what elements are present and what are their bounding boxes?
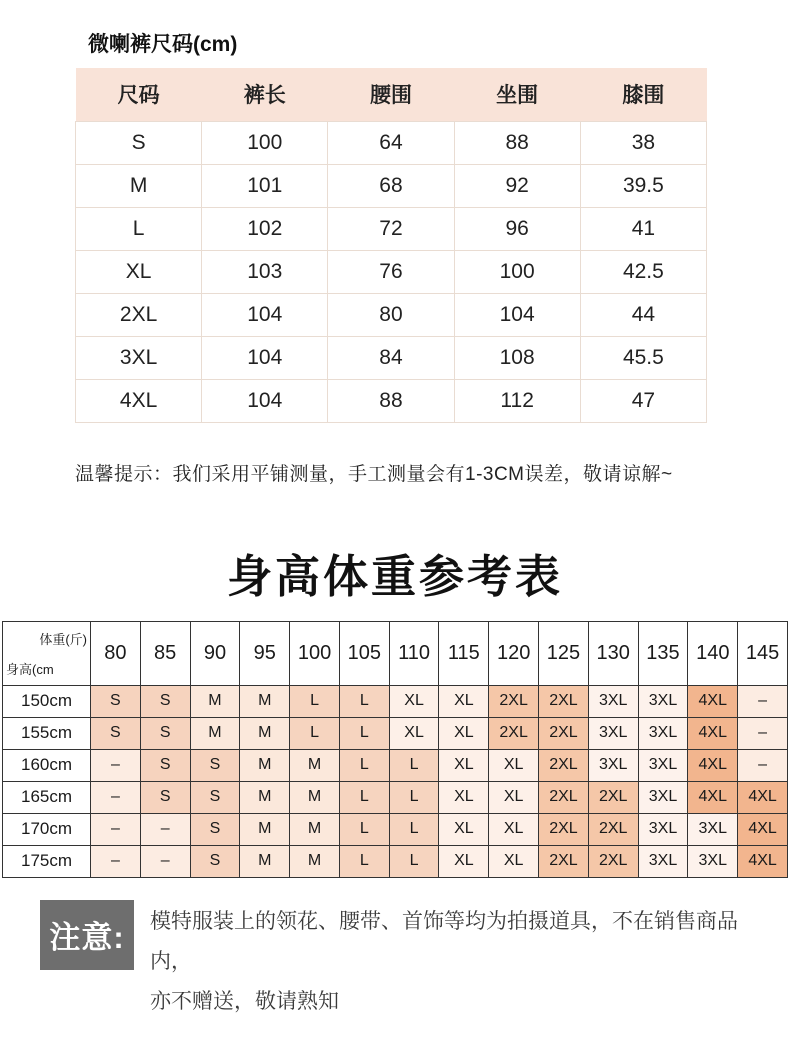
size-cell: M xyxy=(190,685,240,717)
size-cell: – xyxy=(91,813,141,845)
product-size-chart-page xyxy=(0,28,790,1048)
ref-table-row xyxy=(3,813,788,845)
size-table-header-row xyxy=(76,68,707,121)
size-cell: L xyxy=(339,845,389,877)
size-cell: L xyxy=(339,685,389,717)
size-cell: L xyxy=(389,845,439,877)
height-label-cell: 155cm xyxy=(3,717,91,749)
size-cell: – xyxy=(91,749,141,781)
diagonal-corner-cell xyxy=(3,621,91,685)
size-table-cell: 88 xyxy=(328,379,454,422)
size-table-row xyxy=(76,207,707,250)
size-cell: 3XL xyxy=(638,749,688,781)
size-cell: 2XL xyxy=(539,845,589,877)
size-cell: 4XL xyxy=(688,685,738,717)
size-table-cell: 101 xyxy=(202,164,328,207)
size-cell: S xyxy=(190,781,240,813)
size-cell: XL xyxy=(439,781,489,813)
size-table-cell: 104 xyxy=(202,293,328,336)
weight-header-cell: 140 xyxy=(688,621,738,685)
size-table-cell: 112 xyxy=(454,379,580,422)
size-cell: L xyxy=(389,781,439,813)
size-cell: 2XL xyxy=(539,781,589,813)
size-cell: 2XL xyxy=(588,781,638,813)
ref-table-row xyxy=(3,685,788,717)
size-cell: 2XL xyxy=(588,813,638,845)
size-table-title: 微喇裤尺码(cm) xyxy=(88,33,238,56)
size-table-cell: 68 xyxy=(328,164,454,207)
size-table-cell: XL xyxy=(76,250,202,293)
size-table-row xyxy=(76,293,707,336)
size-cell: M xyxy=(290,845,340,877)
size-cell: 3XL xyxy=(638,813,688,845)
weight-header-cell: 100 xyxy=(290,621,340,685)
size-cell: – xyxy=(738,749,788,781)
size-table-cell: 42.5 xyxy=(580,250,706,293)
size-cell: 2XL xyxy=(539,685,589,717)
size-cell: – xyxy=(140,845,190,877)
size-cell: L xyxy=(339,749,389,781)
size-cell: M xyxy=(290,749,340,781)
size-cell: M xyxy=(240,717,290,749)
size-cell: M xyxy=(240,845,290,877)
size-cell: M xyxy=(190,717,240,749)
weight-header-cell: 105 xyxy=(339,621,389,685)
size-cell: XL xyxy=(439,749,489,781)
size-table-cell: 80 xyxy=(328,293,454,336)
weight-header-cell: 125 xyxy=(539,621,589,685)
size-cell: XL xyxy=(389,717,439,749)
size-cell: 4XL xyxy=(738,781,788,813)
size-cell: XL xyxy=(439,685,489,717)
size-cell: S xyxy=(91,717,141,749)
size-cell: M xyxy=(240,781,290,813)
corner-height-label: 身高(cm xyxy=(6,661,54,677)
size-table-cell: 96 xyxy=(454,207,580,250)
size-cell: 4XL xyxy=(688,781,738,813)
size-table-cell: 38 xyxy=(580,121,706,164)
size-table-cell: M xyxy=(76,164,202,207)
size-cell: 3XL xyxy=(638,845,688,877)
weight-header-cell: 130 xyxy=(588,621,638,685)
size-cell: S xyxy=(140,717,190,749)
size-cell: S xyxy=(190,749,240,781)
size-cell: 3XL xyxy=(588,685,638,717)
size-table-cell: 44 xyxy=(580,293,706,336)
weight-header-cell: 135 xyxy=(638,621,688,685)
size-table-column-header: 坐围 xyxy=(454,68,580,121)
weight-header-cell: 120 xyxy=(489,621,539,685)
size-cell: 3XL xyxy=(638,717,688,749)
ref-table-row xyxy=(3,749,788,781)
height-label-cell: 170cm xyxy=(3,813,91,845)
size-table-cell: 45.5 xyxy=(580,336,706,379)
size-cell: 4XL xyxy=(738,845,788,877)
size-cell: – xyxy=(140,813,190,845)
size-cell: L xyxy=(290,685,340,717)
size-table-cell: 72 xyxy=(328,207,454,250)
size-cell: 3XL xyxy=(638,781,688,813)
size-cell: M xyxy=(240,749,290,781)
size-cell: XL xyxy=(489,813,539,845)
measurement-note: 温馨提示：我们采用平铺测量，手工测量会有1-3CM误差，敬请谅解~ xyxy=(75,463,673,485)
size-table-cell: 104 xyxy=(202,336,328,379)
size-table-column-header: 腰围 xyxy=(328,68,454,121)
size-cell: XL xyxy=(489,781,539,813)
size-cell: 2XL xyxy=(588,845,638,877)
size-cell: 2XL xyxy=(489,717,539,749)
size-cell: L xyxy=(290,717,340,749)
size-cell: L xyxy=(339,813,389,845)
reference-table-title: 身高体重参考表 xyxy=(226,550,563,602)
size-table-cell: 4XL xyxy=(76,379,202,422)
size-table-cell: 108 xyxy=(454,336,580,379)
size-table-cell: 103 xyxy=(202,250,328,293)
ref-table-row xyxy=(3,781,788,813)
height-label-cell: 150cm xyxy=(3,685,91,717)
size-cell: L xyxy=(389,749,439,781)
weight-header-cell: 115 xyxy=(439,621,489,685)
size-cell: 4XL xyxy=(688,749,738,781)
size-cell: S xyxy=(190,813,240,845)
size-cell: XL xyxy=(439,813,489,845)
height-label-cell: 160cm xyxy=(3,749,91,781)
size-cell: S xyxy=(140,749,190,781)
size-table-column-header: 裤长 xyxy=(202,68,328,121)
size-cell: XL xyxy=(439,845,489,877)
size-cell: – xyxy=(738,717,788,749)
size-table-cell: 104 xyxy=(454,293,580,336)
size-table-cell: 41 xyxy=(580,207,706,250)
weight-header-cell: 95 xyxy=(240,621,290,685)
size-cell: 2XL xyxy=(539,717,589,749)
ref-table-header-row xyxy=(3,621,788,685)
size-cell: M xyxy=(240,813,290,845)
size-table-row xyxy=(76,379,707,422)
size-table-cell: 92 xyxy=(454,164,580,207)
height-weight-reference-table xyxy=(2,621,788,878)
size-table-row xyxy=(76,336,707,379)
size-cell: XL xyxy=(389,685,439,717)
size-cell: – xyxy=(91,845,141,877)
ref-table-row xyxy=(3,717,788,749)
size-table-cell: 47 xyxy=(580,379,706,422)
size-table-row xyxy=(76,164,707,207)
size-cell: 3XL xyxy=(588,749,638,781)
size-table-cell: 102 xyxy=(202,207,328,250)
size-table-column-header: 尺码 xyxy=(76,68,202,121)
ref-table-body xyxy=(3,685,788,877)
height-label-cell: 175cm xyxy=(3,845,91,877)
size-table-cell: 76 xyxy=(328,250,454,293)
corner-weight-label: 体重(斤) xyxy=(39,631,87,647)
notice-line-2: 亦不赠送，敬请熟知 xyxy=(150,989,339,1013)
size-cell: 3XL xyxy=(688,813,738,845)
size-table-cell: 100 xyxy=(202,121,328,164)
size-table-cell: S xyxy=(76,121,202,164)
size-cell: 2XL xyxy=(539,749,589,781)
size-table-cell: 2XL xyxy=(76,293,202,336)
ref-table-row xyxy=(3,845,788,877)
size-cell: S xyxy=(140,685,190,717)
notice-label: 注意: xyxy=(40,900,134,970)
size-cell: L xyxy=(339,781,389,813)
size-cell: L xyxy=(339,717,389,749)
size-table-cell: 64 xyxy=(328,121,454,164)
size-table-cell: 104 xyxy=(202,379,328,422)
size-cell: 4XL xyxy=(688,717,738,749)
size-table-row xyxy=(76,121,707,164)
size-cell: M xyxy=(290,813,340,845)
size-cell: – xyxy=(738,685,788,717)
size-cell: – xyxy=(91,781,141,813)
weight-header-cell: 145 xyxy=(738,621,788,685)
size-cell: M xyxy=(290,781,340,813)
size-table-cell: 39.5 xyxy=(580,164,706,207)
size-cell: 3XL xyxy=(588,717,638,749)
size-cell: XL xyxy=(489,749,539,781)
size-cell: 4XL xyxy=(738,813,788,845)
size-cell: S xyxy=(91,685,141,717)
height-label-cell: 165cm xyxy=(3,781,91,813)
size-cell: 2XL xyxy=(489,685,539,717)
notice-line-1: 模特服装上的领花、腰带、首饰等均为拍摄道具，不在销售商品内， xyxy=(150,909,738,973)
size-table-column-header: 膝围 xyxy=(580,68,706,121)
size-cell: S xyxy=(140,781,190,813)
size-cell: XL xyxy=(439,717,489,749)
size-cell: M xyxy=(240,685,290,717)
notice-text xyxy=(150,900,760,1022)
size-cell: L xyxy=(389,813,439,845)
size-table-cell: 84 xyxy=(328,336,454,379)
size-cell: S xyxy=(190,845,240,877)
size-table-row xyxy=(76,250,707,293)
weight-header-cell: 90 xyxy=(190,621,240,685)
size-table xyxy=(75,68,707,423)
notice-block xyxy=(40,900,760,1022)
size-cell: XL xyxy=(489,845,539,877)
size-table-cell: 3XL xyxy=(76,336,202,379)
size-table-cell: 88 xyxy=(454,121,580,164)
size-table-body xyxy=(76,121,707,422)
size-table-cell: 100 xyxy=(454,250,580,293)
size-cell: 3XL xyxy=(638,685,688,717)
size-table-cell: L xyxy=(76,207,202,250)
size-cell: 2XL xyxy=(539,813,589,845)
weight-header-cell: 110 xyxy=(389,621,439,685)
weight-header-cell: 85 xyxy=(140,621,190,685)
weight-header-cell: 80 xyxy=(91,621,141,685)
size-cell: 3XL xyxy=(688,845,738,877)
